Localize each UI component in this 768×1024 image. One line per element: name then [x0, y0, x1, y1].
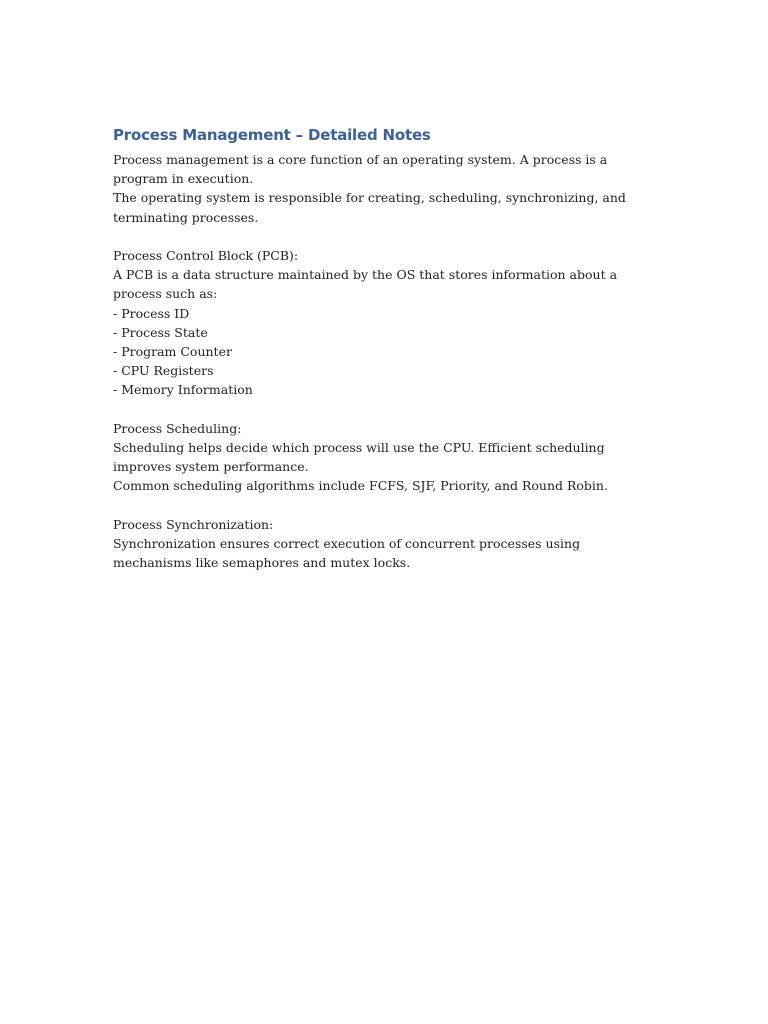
document-content — [113, 124, 658, 572]
pcb-item: - Process ID — [113, 305, 190, 321]
pcb-item: - Program Counter — [113, 344, 232, 360]
pcb-item: - CPU Registers — [113, 363, 214, 379]
pcb-item: - Process State — [113, 324, 208, 340]
pcb-description: A PCB is a data structure maintained by the OS that stores information about a process such as: — [113, 267, 618, 302]
intro-paragraph-1: Process management is a core function of an operating system. A process is a program in execution. — [113, 152, 608, 187]
spacer — [113, 496, 658, 515]
document-title: Process Management – Detailed Notes — [113, 126, 431, 144]
scheduling-paragraph-2: Common scheduling algorithms include FCFS, SJF, Priority, and Round Robin. — [113, 478, 608, 494]
scheduling-heading: Process Scheduling: — [113, 420, 242, 436]
synchronization-heading: Process Synchronization: — [113, 516, 274, 532]
spacer — [113, 400, 658, 419]
spacer — [113, 227, 658, 246]
scheduling-paragraph-1: Scheduling helps decide which process will use the CPU. Efficient scheduling improves system performance. — [113, 440, 605, 475]
synchronization-paragraph: Synchronization ensures correct execution of concurrent processes using mechanisms like semaphores and mutex locks. — [113, 536, 581, 571]
intro-paragraph-2: The operating system is responsible for creating, scheduling, synchronizing, and terminating processes. — [113, 190, 626, 225]
pcb-item: - Memory Information — [113, 382, 253, 398]
pcb-heading: Process Control Block (PCB): — [113, 248, 299, 263]
document-body — [113, 150, 658, 572]
